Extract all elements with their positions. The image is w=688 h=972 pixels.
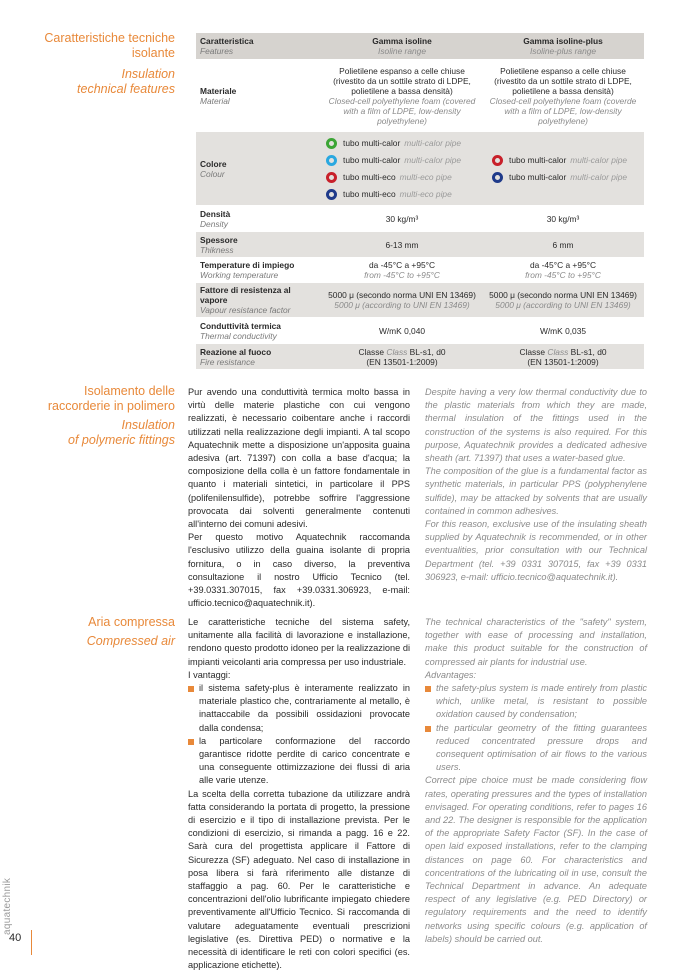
temperature-c3-it: da -45°C a +95°C	[529, 260, 597, 270]
fire-c2-pre: Classe	[358, 346, 385, 357]
colour-item-label-en: multi-calor pipe	[570, 155, 628, 165]
page-rule	[31, 930, 32, 955]
material-label-it: Materiale	[200, 85, 237, 96]
pipe-ring-icon	[326, 189, 337, 200]
table-row-density	[196, 206, 644, 232]
colour-item-label-en: multi-eco pipe	[399, 172, 452, 182]
air-title-it: Aria compressa	[88, 615, 175, 629]
colour-label-en: Colour	[200, 168, 225, 179]
density-label-it: Densità	[200, 208, 231, 219]
air-en-bullet-1	[425, 682, 647, 722]
specs-title-en-1: Insulation	[121, 67, 175, 81]
air-it-intro: Le caratteristiche tecniche del sistema safety, unitamente alla facilità di lavorazione e installazione, rendono questo prodotto idoneo per la realizzazione di impianti veicolanti aria compressa per uso industriale.	[188, 617, 410, 667]
header-feature-it: Caratteristica	[200, 36, 254, 46]
colour-item-label-en: multi-calor pipe	[404, 138, 462, 148]
table-row-thickness	[196, 232, 644, 258]
colour-item-label-en: multi-calor pipe	[570, 172, 628, 182]
fire-label-en: Fire resistance	[200, 356, 255, 367]
specs-title-en-2: technical features	[77, 82, 175, 96]
specs-table	[196, 33, 644, 370]
pipe-ring-icon	[492, 155, 503, 166]
table-row-temperature	[196, 258, 644, 283]
density-c2: 30 kg/m³	[322, 206, 482, 232]
colour-list-isoline	[326, 135, 478, 203]
fire-label-it: Reazione al fuoco	[200, 346, 272, 357]
thickness-c3: 6 mm	[482, 232, 644, 258]
fire-c3-norm: (EN 13501-1:2009)	[527, 356, 599, 367]
material-c3-en: Closed-cell polyethylene foam (coverde with a film of LDPE, low-density polyethylene)	[489, 95, 637, 126]
table-row-colour	[196, 132, 644, 206]
air-it-rest: La scelta della corretta tubazione da utilizzare andrà fatta considerando la portata di progetto, la pressione di esercizio e il tipo di installazione prevista. Per le condizioni di esercizio, si rimanda a pagg. 16 e 22. Sarà cura del progettista applicare il Fattore di Sicurezza (SF) adeguato. Nel caso di installazione in posa libera si farà riferimento alle distanze di staffaggio a pag. 60. Per le caratteristiche e concentrazioni dell'olio lubrificante impiegato chiedere preventivamente all'Ufficio Tecnico. Si raccomanda di valutare adeguatamente eventuali prescrizioni legislative (es. Direttiva PED) o normative e la necessità di identificare le reti con colori specifici (es. applicazione etichette).	[188, 788, 410, 971]
colour-item-label: tubo multi-calor	[343, 138, 401, 148]
vapour-c2-it: 5000 μ (secondo norma UNI EN 13469)	[328, 290, 476, 300]
table-row-conductivity	[196, 318, 644, 344]
material-c3-it: Polietilene espanso a celle chiuse (rivestito da un sottile strato di LDPE, polietilene a bassa densità)	[494, 65, 632, 96]
material-c2-it: Polietilene espanso a celle chiuse (rivestito da un sottile strato di LDPE, polietilene a bassa densità)	[333, 65, 471, 96]
vapour-c3-en: 5000 μ (according to UNI EN 13469)	[495, 300, 631, 310]
fire-c2-val: BL-s1, d0	[409, 346, 446, 357]
header-isolineplus-it: Gamma isoline-plus	[523, 36, 603, 46]
air-en-adv: Advantages:	[425, 669, 477, 680]
colour-item	[326, 186, 478, 203]
header-isoline-en: Isoline range	[378, 46, 426, 56]
pipe-ring-icon	[326, 172, 337, 183]
colour-item-label: tubo multi-calor	[509, 172, 567, 182]
fittings-title-en-1: Insulation	[121, 418, 175, 432]
vapour-c2-en: 5000 μ (according to UNI EN 13469)	[334, 300, 470, 310]
pipe-ring-icon	[326, 138, 337, 149]
air-text-en	[425, 616, 647, 946]
bullet-square-icon	[188, 739, 194, 745]
temperature-label-en: Working temperature	[200, 270, 279, 280]
colour-item	[492, 152, 640, 169]
colour-item-label-en: multi-eco pipe	[399, 189, 452, 199]
fire-c2-en: Class	[386, 346, 408, 357]
colour-item	[326, 152, 478, 169]
colour-list-isolineplus	[492, 152, 640, 186]
colour-item-label: tubo multi-calor	[509, 155, 567, 165]
colour-item-label: tubo multi-calor	[343, 155, 401, 165]
thickness-c2: 6-13 mm	[322, 232, 482, 258]
fire-c2-norm: (EN 13501-1:2009)	[366, 356, 438, 367]
table-row-material	[196, 60, 644, 132]
colour-label-it: Colore	[200, 158, 227, 169]
colour-item	[492, 169, 640, 186]
air-it-bullet-2	[188, 735, 410, 788]
temperature-c2-it: da -45°C a +95°C	[368, 260, 436, 270]
bullet-square-icon	[425, 686, 431, 692]
fittings-title-en-2: of polymeric fittings	[68, 433, 175, 447]
air-title-en: Compressed air	[86, 634, 175, 648]
colour-item	[326, 169, 478, 186]
bullet-square-icon	[188, 686, 194, 692]
colour-item	[326, 135, 478, 152]
fittings-text-it	[188, 386, 410, 610]
fittings-en-p1: Despite having a very low thermal conductivity due to the plastic materials from which they are made, thermal insulation of the fittings used in the construction of the systems is also required. For this purpose, Aquatechnik provides a dedicated adhesive sheath (art. 71397) that uses a water-based glue.	[425, 387, 647, 464]
fire-c3-val: BL-s1, d0	[570, 346, 607, 357]
air-en-bullet-1-text: the safety-plus system is made entirely from plastic which, unlike metal, is resistant to possible oxidation caused by condensation;	[436, 683, 647, 720]
air-en-bullet-2	[425, 722, 647, 775]
vapour-label-en: Vapour resistance factor	[200, 305, 291, 315]
colour-item-label: tubo multi-eco	[343, 189, 396, 199]
air-it-adv: I vantaggi:	[188, 669, 231, 680]
vapour-c3-it: 5000 μ (secondo norma UNI EN 13469)	[489, 290, 637, 300]
fittings-title-it-1: Isolamento delle	[83, 384, 175, 398]
header-feature-en: Features	[200, 46, 234, 56]
density-c3: 30 kg/m³	[482, 206, 644, 232]
page-number: 40	[9, 932, 22, 944]
temperature-c2-en: from -45°C to +95°C	[364, 270, 440, 280]
air-en-intro: The technical characteristics of the "safety" system, together with ease of processing and installation, make this product suitable for the construction of compressed air plants for industrial use.	[425, 617, 647, 667]
conductivity-label-en: Thermal conductivity	[200, 330, 277, 341]
table-header-row	[196, 33, 644, 60]
material-c2-en: Closed-cell polyethylene foam (covered with a film of LDPE, low-density polyethylene)	[328, 95, 476, 126]
vapour-label-it: Fattore di resistenza al vapore	[200, 285, 291, 305]
table-row-vapour	[196, 283, 644, 318]
fire-c3-pre: Classe	[519, 346, 546, 357]
air-it-bullet-2-text: la particolare conformazione del raccordo garantisce ridotte perdite di carico concentrate e una conseguente ottimizzazione dei flussi di aria alle varie utenze.	[199, 735, 410, 786]
thickness-label-it: Spessore	[200, 234, 238, 245]
colour-item-label-en: multi-calor pipe	[404, 155, 462, 165]
colour-item-label: tubo multi-eco	[343, 172, 396, 182]
air-it-bullet-1	[188, 682, 410, 735]
conductivity-c2: W/mK 0,040	[322, 318, 482, 344]
temperature-label-it: Temperature di impiego	[200, 260, 295, 270]
air-en-rest: Correct pipe choice must be made considering flow rates, operating pressures and the types of installation envisaged. For operating conditions, refer to pages 16 and 22. The designer is responsible for the application of the appropriate Safety Factor (SF). In the case of open laid exposed installations, refer to the clamping distances on page 60. For characteristics and concentrations of the lubricating oil in use, consult the Technical Department in advance. An adequate respect of any legislative (e.g. PED Directory) or regulatory requirements and the need to identify networks using specific colours (e.g. application of labels) should be carried out.	[425, 775, 647, 944]
density-label-en: Density	[200, 218, 228, 229]
air-it-bullet-1-text: il sistema safety-plus è interamente realizzato in materiale plastico che, contrariamente al metallo, è inattaccabile da possibili ossidazioni provocate dalla condensa;	[199, 683, 410, 733]
brand-vertical: aquatechnik	[2, 877, 13, 935]
temperature-c3-en: from -45°C to +95°C	[525, 270, 601, 280]
pipe-ring-icon	[326, 155, 337, 166]
bullet-square-icon	[425, 726, 431, 732]
pipe-ring-icon	[492, 172, 503, 183]
conductivity-label-it: Conduttività termica	[200, 320, 281, 331]
fittings-text-en	[425, 386, 647, 584]
fittings-en-p3: For this reason, exclusive use of the insulating sheath supplied by Aquatechnik is recommended, or in other eventualities, prior consultation with our Technical Department (tel. +39 0331 307015, fax +39 0331 306923, e-mail: ufficio.tecnico@aquatechnik.it).	[425, 519, 647, 582]
conductivity-c3: W/mK 0,035	[482, 318, 644, 344]
fittings-it-p1: Pur avendo una conduttività termica molto bassa in virtù delle materie plastiche con cui vengono realizzati, è necessario coibentare anche i raccordi utilizzati nella realizzazione degli impianti. A tal scopo Aquatechnik mette a disposizione un'apposita guaina adesiva (art. 71397) con colla a base d'acqua; la composizione della colla è un fattore fondamentale in quanto i materiali sintetici, in particolare il PPS (polifenilensulfide), potrebbe soffrire l'aggressione provocata dai solventi generalmente contenuti all'interno dei comuni adesivi.	[188, 387, 410, 530]
thickness-label-en: Thikness	[200, 244, 234, 255]
specs-section-title	[20, 31, 175, 97]
specs-title-it-1: Caratteristiche tecniche	[44, 31, 175, 45]
fittings-section-title	[20, 384, 175, 448]
header-isolineplus-en: Isoline-plus range	[529, 46, 597, 56]
fittings-en-p2: The composition of the glue is a fundamental factor as synthetic materials, in particular PPS (polyphenylene sulfide), may be attacked by solvents that are usually contained in common adhesives.	[425, 466, 647, 516]
air-section-title	[20, 615, 175, 649]
fire-c3-en: Class	[547, 346, 569, 357]
fittings-it-p2: Per questo motivo Aquatechnik raccomanda l'esclusivo utilizzo della guaina isolante di propria fornitura, o in caso diverso, la preventiva consultazione il nostro Ufficio Tecnico (tel. +39.0331.307015, fax +39.0331.306923, e-mail: ufficio.tecnico@aquatechnik.it).	[188, 532, 410, 609]
table-row-fire	[196, 344, 644, 370]
fittings-title-it-2: raccorderie in polimero	[47, 399, 175, 413]
header-isoline-it: Gamma isoline	[372, 36, 432, 46]
air-text-it	[188, 616, 410, 972]
specs-title-it-2: isolante	[131, 46, 175, 60]
material-label-en: Material	[200, 95, 230, 106]
air-en-bullet-2-text: the particular geometry of the fitting guarantees reduced concentrated pressure drops and consequent optimisation of air flows to the various users.	[436, 722, 647, 773]
